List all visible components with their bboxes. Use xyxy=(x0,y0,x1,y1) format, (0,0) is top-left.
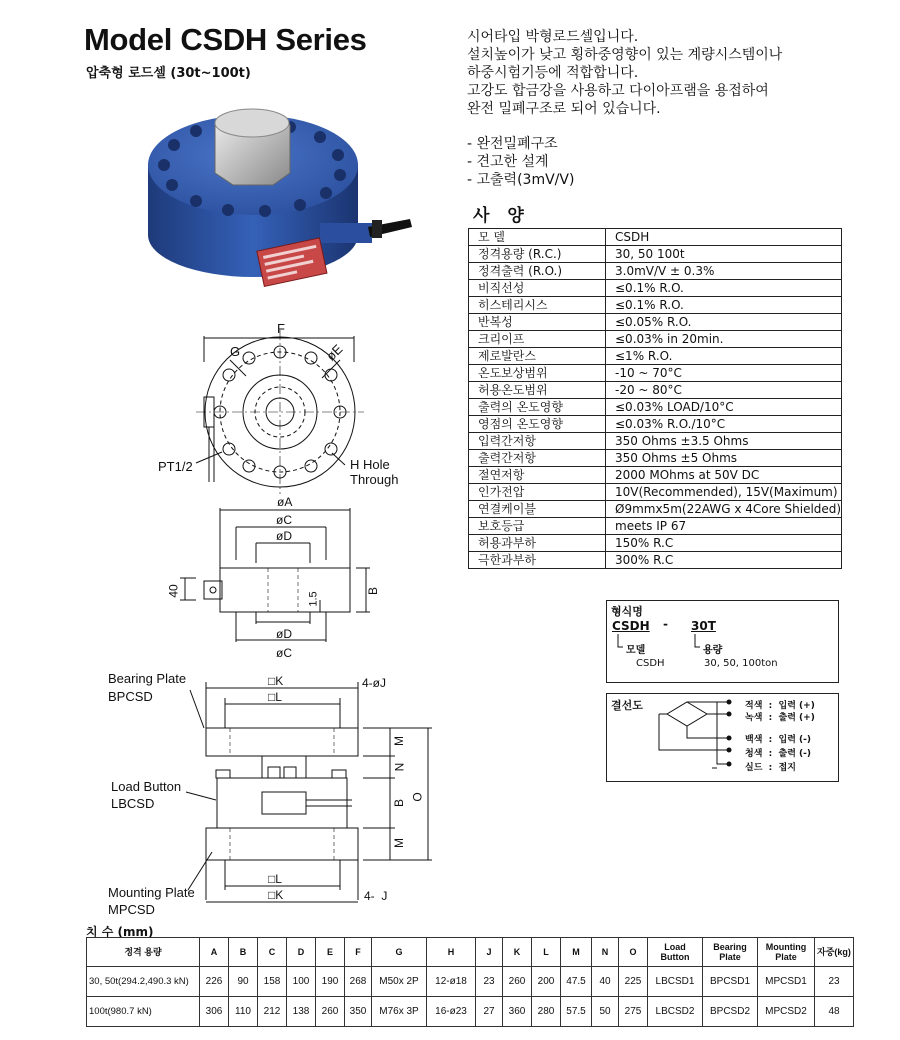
table-cell: 48 xyxy=(815,997,854,1027)
spec-label: 연결케이블 xyxy=(469,501,606,518)
bearing-plate-code: BPCSD xyxy=(108,689,153,704)
dim-label-N: N xyxy=(392,762,407,772)
table-cell: 306 xyxy=(200,997,229,1027)
model-code: CSDH xyxy=(612,619,650,633)
table-row xyxy=(469,348,842,365)
table-cell: 225 xyxy=(619,967,648,997)
dim-label-K1: □K xyxy=(268,674,284,688)
spec-table xyxy=(468,228,842,569)
intro-text xyxy=(467,28,887,118)
spec-value: ≤0.03% R.O./10°C xyxy=(606,416,842,433)
table-row xyxy=(87,997,854,1027)
spec-label: 정격출력 (R.O.) xyxy=(469,263,606,280)
spec-label: 보호등급 xyxy=(469,518,606,535)
col-header: D xyxy=(287,938,316,967)
load-button-code: LBCSD xyxy=(111,796,155,811)
dim-label-D1: øD xyxy=(276,529,292,543)
wire-red: 적색 : 입력 (+) xyxy=(745,701,815,711)
table-row xyxy=(469,535,842,552)
bearing-plate-label: Bearing Plate xyxy=(108,671,187,686)
dim-label-M2: M xyxy=(392,838,406,848)
table-cell: BPCSD1 xyxy=(703,967,758,997)
table-row xyxy=(469,263,842,280)
table-row xyxy=(469,297,842,314)
col-header: O xyxy=(619,938,648,967)
spec-value: ≤0.05% R.O. xyxy=(606,314,842,331)
dim-label-40: 40 xyxy=(166,584,181,598)
spec-value: 30, 50 100t xyxy=(606,246,842,263)
spec-label: 제로발란스 xyxy=(469,348,606,365)
col-header: 정격 용량 xyxy=(87,938,200,967)
spec-value: ≤0.1% R.O. xyxy=(606,297,842,314)
table-row xyxy=(469,433,842,450)
model-code-dash: - xyxy=(663,617,668,631)
table-cell: 27 xyxy=(476,997,503,1027)
table-row xyxy=(469,416,842,433)
spec-label: 허용과부하 xyxy=(469,535,606,552)
table-cell: 40 xyxy=(592,967,619,997)
col-header: E xyxy=(316,938,345,967)
table-row xyxy=(469,229,842,246)
spec-label: 모 델 xyxy=(469,229,606,246)
wire-signal: 출력 (-) xyxy=(778,749,812,759)
spec-label: 출력간저항 xyxy=(469,450,606,467)
spec-label: 정격용량 (R.C.) xyxy=(469,246,606,263)
col-header: A xyxy=(200,938,229,967)
spec-value: -20 ~ 80°C xyxy=(606,382,842,399)
dim-label-L1: □L xyxy=(268,690,282,704)
col-header: L xyxy=(532,938,561,967)
spec-label: 극한과부하 xyxy=(469,552,606,569)
table-header-row xyxy=(87,938,854,967)
wire-signal: 접지 xyxy=(778,763,796,773)
table-row xyxy=(469,365,842,382)
wire-color-name: 실드 xyxy=(745,763,763,773)
col-header: N xyxy=(592,938,619,967)
table-cell: 268 xyxy=(345,967,372,997)
page-title: Model CSDH Series xyxy=(84,22,367,57)
model-code-label: 모델 xyxy=(626,645,646,656)
table-cell: BPCSD2 xyxy=(703,997,758,1027)
model-capacity-label: 용량 xyxy=(703,645,723,656)
model-code-example: CSDH xyxy=(636,658,665,669)
table-row xyxy=(469,246,842,263)
wiring-heading: 결선도 xyxy=(611,699,643,712)
table-cell: 350 xyxy=(345,997,372,1027)
table-row xyxy=(469,399,842,416)
table-cell: 57.5 xyxy=(561,997,592,1027)
spec-value: ≤0.03% LOAD/10°C xyxy=(606,399,842,416)
table-row xyxy=(469,331,842,348)
table-cell: LBCSD2 xyxy=(648,997,703,1027)
spec-label: 영점의 온도영향 xyxy=(469,416,606,433)
spec-value: 150% R.C xyxy=(606,535,842,552)
spec-value: 2000 MOhms at 50V DC xyxy=(606,467,842,484)
wire-signal: 출력 (+) xyxy=(778,713,815,723)
spec-label: 입력간저항 xyxy=(469,433,606,450)
table-row xyxy=(469,501,842,518)
table-cell: M76x 3P xyxy=(372,997,427,1027)
mounting-plate-label: Mounting Plate xyxy=(108,885,195,900)
col-header: B xyxy=(229,938,258,967)
spec-label: 비직선성 xyxy=(469,280,606,297)
dim-label-hole: H Hole xyxy=(350,457,390,472)
load-button-label: Load Button xyxy=(111,779,182,794)
dim-label-J2: 4- J xyxy=(364,889,388,903)
intro-line: 하중시험기등에 적합합니다. xyxy=(467,65,639,81)
spec-heading: 사 양 xyxy=(473,206,530,226)
spec-label: 출력의 온도영향 xyxy=(469,399,606,416)
dim-label-O: O xyxy=(410,792,425,802)
dimensions-table xyxy=(86,937,854,1027)
dim-label-B-assembly: B xyxy=(392,798,407,808)
model-capacity-example: 30, 50, 100ton xyxy=(704,658,778,669)
table-cell: 226 xyxy=(200,967,229,997)
dim-label-through: Through xyxy=(350,472,399,487)
intro-line: 고강도 합금강을 사용하고 다이아프램을 용접하여 xyxy=(467,83,769,99)
spec-label: 크리이프 xyxy=(469,331,606,348)
spec-value: 350 Ohms ±5 Ohms xyxy=(606,450,842,467)
spec-value: ≤0.1% R.O. xyxy=(606,280,842,297)
spec-label: 온도보상범위 xyxy=(469,365,606,382)
col-header: G xyxy=(372,938,427,967)
spec-value: ≤1% R.O. xyxy=(606,348,842,365)
table-cell: 16-ø23 xyxy=(427,997,476,1027)
wire-color-name: 청색 xyxy=(745,749,763,759)
table-row xyxy=(469,484,842,501)
table-cell: 260 xyxy=(503,967,532,997)
table-row xyxy=(469,467,842,484)
table-row xyxy=(469,552,842,569)
dim-label-pt: PT1/2 xyxy=(158,459,193,474)
wire-green: 녹색 : 출력 (+) xyxy=(745,713,815,723)
feature-item: - 완전밀폐구조 xyxy=(467,136,558,152)
table-cell: 23 xyxy=(815,967,854,997)
table-cell: 12-ø18 xyxy=(427,967,476,997)
feature-list xyxy=(467,135,574,189)
dim-label-C2: øC xyxy=(276,646,292,660)
table-cell: 100t(980.7 kN) xyxy=(87,997,200,1027)
table-cell: 90 xyxy=(229,967,258,997)
dim-label-L2: □L xyxy=(268,872,282,886)
table-cell: 138 xyxy=(287,997,316,1027)
dim-label-A: øA xyxy=(277,495,293,509)
dimensions-title: 치 수 (mm) xyxy=(86,925,154,939)
wire-signal: 입력 (-) xyxy=(778,735,812,745)
wire-white: 백색 : 입력 (-) xyxy=(745,735,812,745)
table-row xyxy=(469,382,842,399)
model-code-heading: 형식명 xyxy=(611,605,643,618)
table-cell: 110 xyxy=(229,997,258,1027)
dim-label-F: F xyxy=(277,321,285,336)
spec-value: -10 ~ 70°C xyxy=(606,365,842,382)
table-cell: 200 xyxy=(532,967,561,997)
dim-label-B: B xyxy=(366,586,381,596)
model-code-box xyxy=(606,600,839,683)
col-header: Load Button xyxy=(648,938,703,967)
table-row xyxy=(469,314,842,331)
table-cell: 30, 50t(294.2,490.3 kN) xyxy=(87,967,200,997)
table-cell: 260 xyxy=(316,997,345,1027)
spec-label: 반복성 xyxy=(469,314,606,331)
model-capacity: 30T xyxy=(691,619,716,633)
table-cell: 275 xyxy=(619,997,648,1027)
intro-line: 완전 밀폐구조로 되어 있습니다. xyxy=(467,101,661,117)
col-header: M xyxy=(561,938,592,967)
table-cell: 190 xyxy=(316,967,345,997)
wire-blue: 청색 : 출력 (-) xyxy=(745,749,812,759)
table-cell: MPCSD2 xyxy=(758,997,815,1027)
table-cell: LBCSD1 xyxy=(648,967,703,997)
spec-value: ≤0.03% in 20min. xyxy=(606,331,842,348)
col-header: K xyxy=(503,938,532,967)
table-row xyxy=(87,967,854,997)
dim-label-G: G xyxy=(230,344,241,359)
table-cell: 212 xyxy=(258,997,287,1027)
wire-color-name: 녹색 xyxy=(745,713,763,723)
col-header: Mounting Plate xyxy=(758,938,815,967)
table-cell: M50x 2P xyxy=(372,967,427,997)
wire-color-name: 적색 xyxy=(745,701,763,711)
wiring-diagram-box xyxy=(606,693,839,782)
table-cell: 50 xyxy=(592,997,619,1027)
table-cell: MPCSD1 xyxy=(758,967,815,997)
spec-value: 300% R.C xyxy=(606,552,842,569)
spec-value: 350 Ohms ±3.5 Ohms xyxy=(606,433,842,450)
table-cell: 280 xyxy=(532,997,561,1027)
table-row xyxy=(469,518,842,535)
dim-label-M1: M xyxy=(392,736,406,746)
dim-label-K2: □K xyxy=(268,888,284,902)
table-cell: 158 xyxy=(258,967,287,997)
col-header: C xyxy=(258,938,287,967)
table-row xyxy=(469,280,842,297)
col-header: J xyxy=(476,938,503,967)
spec-label: 인가전압 xyxy=(469,484,606,501)
page-subtitle: 압축형 로드셀 (30t~100t) xyxy=(86,66,251,81)
spec-value: 10V(Recommended), 15V(Maximum) xyxy=(606,484,842,501)
spec-value: 3.0mV/V ± 0.3% xyxy=(606,263,842,280)
mounting-plate-code: MPCSD xyxy=(108,902,155,917)
table-cell: 23 xyxy=(476,967,503,997)
wire-signal: 입력 (+) xyxy=(778,701,815,711)
col-header: 자중(kg) xyxy=(815,938,854,967)
spec-label: 허용온도범위 xyxy=(469,382,606,399)
dim-label-C1: øC xyxy=(276,513,292,527)
wire-shield: 실드 : 접지 xyxy=(745,763,796,773)
dim-label-1-5: 1.5 xyxy=(307,591,320,607)
intro-line: 시어타입 박형로드셀입니다. xyxy=(467,29,639,45)
spec-value: CSDH xyxy=(606,229,842,246)
table-cell: 360 xyxy=(503,997,532,1027)
table-cell: 100 xyxy=(287,967,316,997)
intro-line: 설치높이가 낮고 횡하중영향이 있는 계량시스템이나 xyxy=(467,47,783,63)
dim-label-E: øE xyxy=(323,341,346,364)
col-header: F xyxy=(345,938,372,967)
spec-value: Ø9mmx5m(22AWG x 4Core Shielded) xyxy=(606,501,842,518)
spec-value: meets IP 67 xyxy=(606,518,842,535)
dim-label-J1: 4-øJ xyxy=(362,676,386,690)
dim-label-D2: øD xyxy=(276,627,292,641)
col-header: Bearing Plate xyxy=(703,938,758,967)
table-cell: 47.5 xyxy=(561,967,592,997)
spec-label: 히스테리시스 xyxy=(469,297,606,314)
col-header: H xyxy=(427,938,476,967)
spec-label: 절연저항 xyxy=(469,467,606,484)
feature-item: - 고출력(3mV/V) xyxy=(467,172,575,188)
table-row xyxy=(469,450,842,467)
technical-drawing xyxy=(0,0,460,920)
feature-item: - 견고한 설계 xyxy=(467,154,549,170)
wire-color-name: 백색 xyxy=(745,735,763,745)
